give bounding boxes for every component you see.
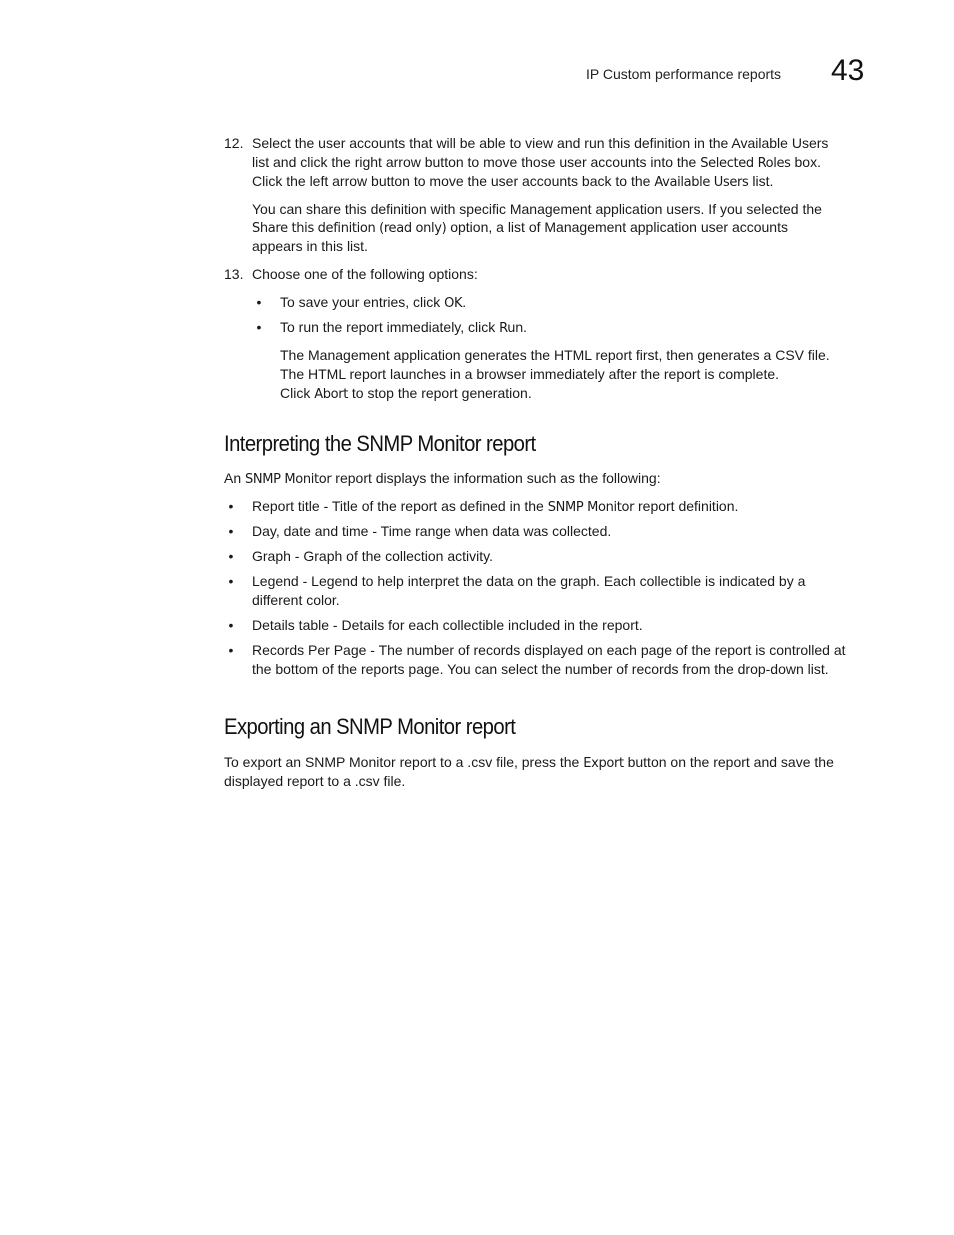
interpreting-item-graph: Graph - Graph of the collection activity. xyxy=(252,548,493,564)
bullet-marker: • xyxy=(228,573,234,589)
ui-term-snmp-monitor: SNMP Monitor xyxy=(245,472,332,487)
step-12-number: 12. xyxy=(224,135,244,151)
exporting-line-1 xyxy=(224,753,834,773)
running-title: IP Custom performance reports xyxy=(586,66,782,82)
text-run: report definition. xyxy=(634,498,739,514)
text-run: To run the report immediately, click xyxy=(280,319,500,335)
text-run: . xyxy=(523,319,527,335)
section-heading-interpreting: Interpreting the SNMP Monitor report xyxy=(224,431,536,456)
interpreting-item-day-date-time: Day, date and time - Time range when data was collected. xyxy=(252,523,612,539)
bullet-marker: • xyxy=(228,548,234,564)
step-13-note-line-3 xyxy=(280,384,532,404)
text-run: button on the report and save the xyxy=(623,754,834,770)
text-run: To export an SNMP Monitor report to a .csv file, press the xyxy=(224,754,584,770)
step-13-note-line-1: The Management application generates the HTML report first, then generates a CSV file. xyxy=(280,347,830,363)
step-13-note-line-2: The HTML report launches in a browser immediately after the report is complete. xyxy=(280,366,780,382)
step-13-number: 13. xyxy=(224,266,244,282)
interpreting-item-legend-line-1: Legend - Legend to help interpret the data on the graph. Each collectible is indicated by a xyxy=(252,573,806,589)
bullet-marker: • xyxy=(228,642,234,658)
interpreting-item-details-table: Details table - Details for each collectible included in the report. xyxy=(252,617,643,633)
bullet-marker: • xyxy=(228,523,234,539)
text-run: To save your entries, click xyxy=(280,294,445,310)
interpreting-item-records-line-1: Records Per Page - The number of records displayed on each page of the report is controlled at xyxy=(252,642,846,658)
ui-term-run: Run xyxy=(499,321,524,336)
section-heading-exporting: Exporting an SNMP Monitor report xyxy=(224,714,516,739)
ui-term-selected-roles: Selected Roles xyxy=(700,156,791,171)
interpreting-item-records-line-2: the bottom of the reports page. You can select the number of records from the drop-down list. xyxy=(252,661,829,677)
text-run: Report title - Title of the report as defined in the xyxy=(252,498,548,514)
text-run: list. xyxy=(748,173,774,189)
bullet-marker: • xyxy=(228,498,234,514)
step-12-line-1: Select the user accounts that will be able to view and run this definition in the Available Users xyxy=(252,135,829,151)
interpreting-intro xyxy=(224,469,661,489)
ui-term-available-users: Available Users xyxy=(654,175,749,190)
chapter-number: 43 xyxy=(831,54,865,87)
ui-term-share-definition: Share this definition (read only) xyxy=(252,221,447,236)
text-run: An xyxy=(224,470,246,486)
interpreting-item-legend-line-2: different color. xyxy=(252,592,340,608)
step-13-option-ok xyxy=(280,293,466,313)
ui-term-snmp-monitor: SNMP Monitor xyxy=(547,500,635,515)
text-run: Click the left arrow button to move the user accounts back to the xyxy=(252,173,655,189)
step-13-intro: Choose one of the following options: xyxy=(252,266,478,282)
step-13-option-run xyxy=(280,318,527,338)
ui-term-export: Export xyxy=(583,756,624,771)
ui-term-ok: OK xyxy=(444,296,463,311)
step-12-share-line-2 xyxy=(252,218,788,238)
bullet-marker: • xyxy=(256,319,262,335)
step-12-share-line-1: You can share this definition with specific Management application users. If you selected the xyxy=(252,201,822,217)
text-run: option, a list of Management application user accounts xyxy=(446,219,788,235)
text-run: . xyxy=(462,294,467,310)
step-12-share-line-3: appears in this list. xyxy=(252,238,368,254)
bullet-marker: • xyxy=(256,294,262,310)
ui-term-abort: Abort xyxy=(314,387,349,402)
text-run: box. xyxy=(790,154,821,170)
step-12-line-2 xyxy=(252,153,821,173)
text-run: list and click the right arrow button to move those user accounts into the xyxy=(252,154,701,170)
step-12-line-3 xyxy=(252,172,773,192)
interpreting-item-report-title xyxy=(252,497,738,517)
exporting-line-2: displayed report to a .csv file. xyxy=(224,773,406,789)
text-run: Click xyxy=(280,385,315,401)
bullet-marker: • xyxy=(228,617,234,633)
text-run: to stop the report generation. xyxy=(348,385,532,401)
text-run: report displays the information such as the following: xyxy=(331,470,661,486)
